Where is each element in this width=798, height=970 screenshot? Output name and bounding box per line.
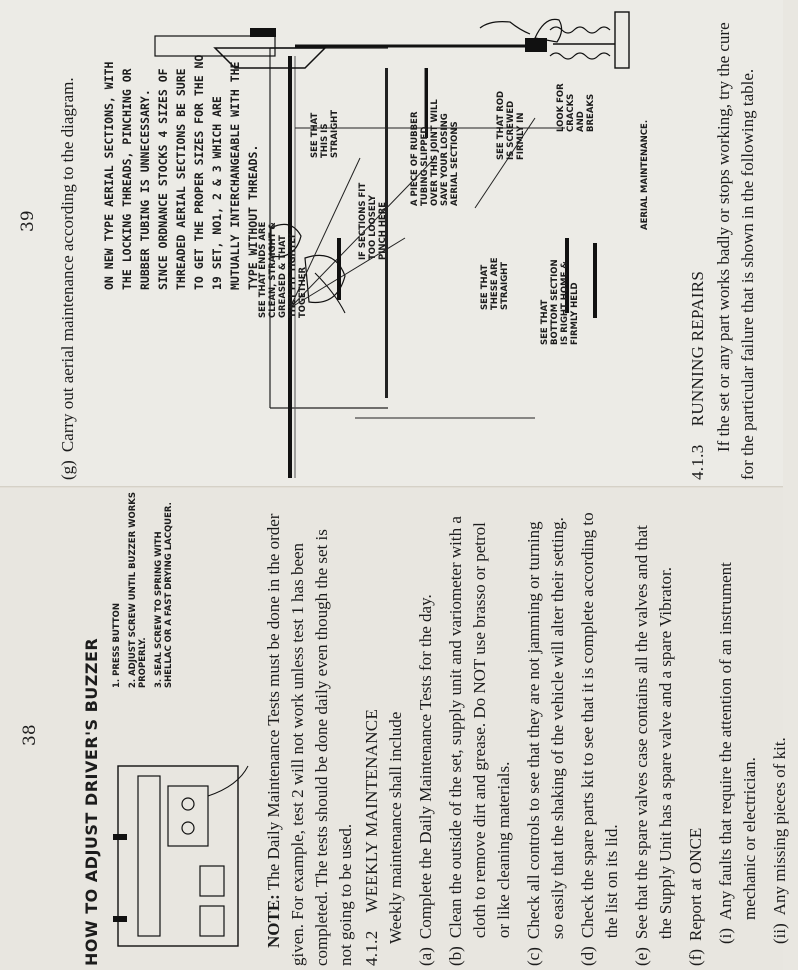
list-subitem (768, 504, 792, 966)
callout-text: LOOK FOR CRACKS AND BREAKS (556, 83, 596, 132)
note-label: NOTE: (264, 894, 283, 948)
list-subitem (714, 504, 762, 966)
item-label: (c) (524, 947, 543, 966)
note-text: ON NEW TYPE AERIAL SECTIONS, WITH THE LOCKING THREADS, PINCHING OR RUBBER TUBING IS UNNECESSARY. SINCE ORDNANCE STOCKS 4 SIZES OF THREADED AERIAL SECTIONS BE SURE TO GET THE PROPER SIZES FOR THE NO 19 SET, NO1, 2 & 3 WHICH ARE MUTUALLY INTERCHANGEABLE WITH THE TYPE WITHOUT THREADS. (102, 54, 260, 290)
section-body: If the set or any part works badly or stops working, try the cure for the particular failure that is shown in the following table. (714, 22, 757, 480)
item-text: Any missing pieces of kit. (770, 737, 789, 916)
section-running-repairs (686, 20, 760, 480)
item-label: (ii) (770, 923, 789, 944)
item-text: Report at ONCE (686, 827, 705, 942)
item-label: (d) (578, 946, 597, 966)
diagram-note (100, 50, 262, 290)
item-text: Carry out aerial maintenance according to the diagram. (58, 77, 77, 453)
callout-text: SEE THAT THIS IS STRAIGHT (310, 109, 340, 158)
buzzer-step: 3. SEAL SCREW TO SPRING WITH SHELLAC OR A FAST DRYING LACQUER. (154, 502, 174, 688)
item-text: Complete the Daily Maintenance Tests for the day. (416, 594, 435, 940)
callout-text: A PIECE OF RUBBER TUBING SLIPPED OVER THIS JOINT WILL SAVE YOUR LOSING AERIAL SECTIONS (410, 99, 460, 206)
item-label: (f) (686, 949, 705, 966)
list-item (414, 504, 438, 966)
callout-text: SEE THAT ENDS ARE CLEAN, STRAIGHT & GREASED & THAT THEY FIT TIGHTLY TOGETHER (258, 221, 308, 318)
item-label: (a) (416, 947, 435, 966)
note-paragraph (262, 504, 358, 966)
caption-text: AERIAL MAINTENANCE. (640, 119, 650, 230)
list-item (522, 504, 570, 966)
callout-straight-these (480, 240, 510, 310)
item-text: Check the spare parts kit to see that it is complete according to the list on its lid. (578, 512, 621, 939)
section-weekly-maintenance (360, 504, 798, 966)
item-label: (g) (58, 460, 77, 480)
page-39 (0, 0, 783, 488)
buzzer-step: 2. ADJUST SCREW UNTIL BUZZER WORKS PROPERLY. (128, 492, 148, 688)
note-text: The Daily Maintenance Tests must be done in the order given. For example, test 2 will not work unless test 1 has been completed. The tests should be done daily even though the set is not going to be used. (264, 513, 355, 966)
diagram-caption (640, 80, 650, 230)
item-g (56, 20, 80, 480)
page-38 (0, 488, 789, 970)
page-number: 39 (18, 210, 38, 232)
terminal-icon (200, 866, 224, 936)
item-text: Any faults that require the attention of an instrument mechanic or electrician. (716, 562, 759, 920)
callout-text: SEE THAT THESE ARE STRAIGHT (480, 257, 510, 310)
buzzer-step: 1. PRESS BUTTON (112, 602, 122, 688)
item-text: Check all controls to see that they are not jamming or turning so easily that the shaking of the vehicle will alter their setting. (524, 517, 567, 940)
item-text: See that the spare valves case contains all the valves and that the Supply Unit has a spare valve and a spare Vibrator. (632, 525, 675, 940)
hand-icon (480, 19, 562, 42)
callout-text: SEE THAT ROD IS SCREWED FIRMLY IN (496, 90, 526, 160)
item-label: (i) (716, 927, 735, 944)
section-title: WEEKLY MAINTENANCE (362, 708, 381, 913)
callout-straight-top (310, 88, 340, 158)
buzzer-title (82, 626, 101, 966)
item-label: (e) (632, 947, 651, 966)
section-number: 4.1.3 (688, 444, 707, 480)
callout-cracks (556, 72, 596, 132)
item-text: Clean the outside of the set, supply unit and variometer with a cloth to remove dirt and grease. Do NOT use brasso or petrol or like cleaning materials. (446, 516, 513, 939)
buzzer-title-text: HOW TO ADJUST DRIVER'S BUZZER (82, 637, 101, 966)
buzzer-coil-icon (168, 786, 208, 846)
list-item (630, 504, 678, 966)
list-item (576, 504, 624, 966)
item-label: (b) (446, 946, 465, 966)
page-number: 38 (20, 724, 40, 746)
list-item (444, 504, 516, 966)
callout-text: IF SECTIONS FIT TOO LOOSELY PINCH HERE (358, 182, 388, 260)
section-title: RUNNING REPAIRS (688, 270, 707, 427)
spring-base-icon (525, 12, 629, 68)
list-item (684, 504, 708, 966)
buzzer-diagram (108, 756, 258, 956)
callout-rod-screwed (496, 88, 526, 160)
callout-ends (258, 220, 308, 318)
callout-pinch (358, 180, 388, 260)
callout-bottom-section (540, 257, 580, 345)
callout-text: SEE THAT BOTTOM SECTION IS RIGHT HOME & FIRMLY HELD (540, 259, 580, 345)
section-number: 4.1.2 (362, 930, 381, 966)
buzzer-steps (112, 488, 174, 688)
callout-rubber-tubing (410, 98, 460, 206)
section-intro: Weekly maintenance shall include (386, 711, 405, 944)
